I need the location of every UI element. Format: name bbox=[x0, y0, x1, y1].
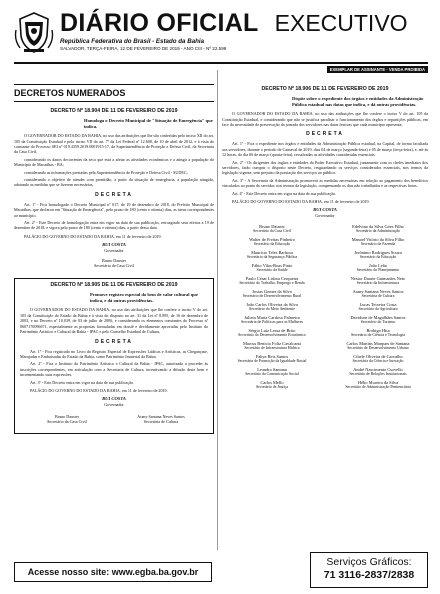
minister-name: Maurício Teles Barbosa bbox=[251, 250, 293, 256]
article: Art. 2º - Este Decreto de homologação entra em vigor na data de sua publicação, retroagindo seus efeitos a 19 de dezembro de 2018, e vigora pelo prazo de 180 (cento e oitenta) dias, a partir dessa data. bbox=[14, 220, 214, 231]
article: Art. 2º - Fica o Instituto do Patrimônio Artístico e Cultural da Bahia - IPAC, autorizado a proceder às inscrições correspondentes, em articulação com a Secretaria de Cultura, incentivando a difusão deste bem e incrementando suas expressões. bbox=[20, 361, 208, 378]
minister-signature bbox=[222, 224, 322, 234]
minister-name: Carlos Mello bbox=[260, 380, 284, 386]
signer-name: RUI COSTA bbox=[102, 241, 126, 247]
signature-secretary bbox=[22, 414, 112, 424]
newspaper-title: DIÁRIO OFICIAL bbox=[60, 9, 259, 37]
minister-name: André Nascimento Curvello bbox=[353, 367, 403, 373]
signing-date: PALÁCIO DO GOVERNO DO ESTADO DA BAHIA, em 11 de fevereiro de 2019. bbox=[24, 233, 162, 239]
article: Art. 3º - A Secretaria da Administração promoverá as medidas necessárias em relação ao pagamento dos benefícios vinculados ao ponto do servidor, nos termos da legislação, compensando os dias não trabalhados e as respectivas horas. bbox=[222, 177, 428, 189]
minister-role: Secretária de Promoção da Igualdade Racial bbox=[237, 359, 307, 364]
minister-name: Manoel Vitório da Silva Filho bbox=[351, 237, 405, 243]
minister-role: Secretário da Educação bbox=[253, 242, 291, 247]
signer-role: Governador bbox=[104, 247, 124, 253]
minister-signature bbox=[222, 250, 322, 260]
paragraph: considerando o objetivo de atender com prontidão, a partir da situação de emergência, a população atingida, adotando as medidas que se fizerem necessárias, bbox=[14, 177, 214, 188]
minister-name: Jerônimo Rodrigues Souza bbox=[354, 250, 402, 256]
decree-ementa: Promove registro especial do bem de valor cultural que indica, e dá outras providências. bbox=[90, 292, 198, 303]
minister-signature bbox=[222, 341, 322, 351]
minister-name: Edelvino da Silva Góes Filho bbox=[352, 224, 404, 230]
minister-signature bbox=[328, 341, 428, 351]
signature-governor bbox=[20, 396, 208, 407]
minister-name: Walter de Freitas Pinheiro bbox=[249, 237, 295, 243]
minister-name: Nestor Duarte Guimarães Neto bbox=[350, 276, 406, 282]
signer-role: Secretária de Cultura bbox=[143, 419, 179, 425]
signature-secretary bbox=[14, 258, 214, 268]
article: Art. 1º - Fica registrado no Livro do Registro Especial de Expressões Lúdicas e Artísticas, as Chegançase, Marujadas e Embaixadas do Estado da Bahia, como Patrimônio Imaterial da Bahia. bbox=[20, 348, 208, 359]
left-column bbox=[14, 70, 214, 434]
minister-role: Secretário de Justiça bbox=[256, 385, 288, 390]
minister-signature bbox=[222, 289, 322, 299]
minister-signature bbox=[328, 289, 428, 299]
minister-signature bbox=[222, 354, 322, 364]
subtitle: República Federativa do Brasil - Estado da Bahia bbox=[60, 38, 205, 45]
title-line bbox=[60, 10, 428, 36]
minister-role: Secretário do Turismo bbox=[360, 320, 396, 325]
article: Art. 4º - Este Decreto entra em vigor na data de sua publicação. bbox=[232, 190, 337, 196]
decree-title: DECRETO Nº 18.905 DE 11 DE FEVEREIRO DE 2019 bbox=[50, 282, 178, 289]
minister-name: Lucas Teixeira Costa bbox=[359, 302, 397, 308]
minister-name: Hélio Moreira da Silva bbox=[357, 380, 399, 386]
minister-name: Davidson de Magalhães Santos bbox=[350, 315, 406, 321]
paragraph: O GOVERNADOR DO ESTADO DA BAHIA, no uso das atribuições que lhe confere o inciso V do art. 105 da Constituição Estadual, e considerando que não se justifica paralisar o funcionamento dos órgãos e repartições públicas, em face da necessidade de preservação da jornada dos servidores nas datas festivas que cada município apresenta, bbox=[222, 111, 428, 127]
signature-secretary bbox=[116, 414, 206, 424]
decree-title: DECRETO Nº 18.904 DE 11 DE FEVEREIRO DE 2019 bbox=[50, 108, 178, 114]
minister-role: Secretário da Agricultura bbox=[358, 307, 398, 312]
article: Art. 3º - Este Decreto entra em vigor na data de sua publicação. bbox=[30, 379, 135, 385]
decree-title: DECRETO Nº 18.906 DE 11 DE FEVEREIRO DE 2019 bbox=[261, 86, 389, 92]
article: Art. 1º - Fica homologado o Decreto Municipal nº 017, de 19 de dezembro de 2018, do Prefeito Municipal de Macaúbas, que declarou em "Situação de Emergência", pelo prazo de 180 (cento e oitenta) dias, as áreas correspondentes ao município. bbox=[14, 201, 214, 218]
decree-18906 bbox=[222, 86, 428, 218]
minister-signature bbox=[328, 224, 428, 234]
decree-ementa: Dispõe sobre o expediente dos órgãos e entidades da Administração Pública estadual nas datas que indica, e dá outras providências. bbox=[292, 96, 424, 107]
minister-signature bbox=[328, 315, 428, 325]
paragraph: O GOVERNADOR DO ESTADO DA BAHIA, no uso das atribuições que lhe são conferidas pelo inciso XII do art. 105 da Constituição Estadual e pelo inciso VII do art. 7º da Lei Federal nº 12.608, de 10 de abril de 2012, e à vista do constante do Processo SEI nº 019.4359.2019.0001915-17, da Superintendência de Proteção e Defesa Civil, da Secretaria da Casa Civil, bbox=[14, 133, 214, 155]
services-phone[interactable]: 71 3116-2837/2838 bbox=[323, 569, 415, 581]
signer-name: Arany Santana Neves Santos bbox=[137, 413, 185, 419]
article: Art. 1º - Fica o expediente nos órgãos e entidades da Administração Pública estadual, na Capital, de forma facultada aos servidores, durante o período de Carnaval de 2019, dias 04 de março (segunda-feira) e 05 de março (terça-feira), e, até às 12 horas, do dia 06 de março (quarta-feira), ressalvadas as atividades consideradas essenciais. bbox=[222, 141, 428, 158]
minister-role: Secretário da Infraestrutura bbox=[356, 281, 400, 286]
minister-signature bbox=[328, 276, 428, 286]
paragraph: O GOVERNADOR DO ESTADO DA BAHIA, no uso das atribuições que lhe confere o inciso V do art. 105 da Constituição do Estado da Bahia e à vista do disposto no art. 31 da Lei nº 8.895, de 16 de dezembro de 2003, e no Decreto nº 10.039, de 03 de julho de 2006, e considerando os elementos constantes do Processo nº 0607170096671, especialmente as propostas formuladas em dossiê e devidamente aprovadas pelo Instituto do Patrimônio Artístico e Cultural da Bahia - IPAC e pelo Conselho Estadual de Cultura, bbox=[20, 307, 208, 335]
minister-signature bbox=[222, 328, 322, 338]
minister-signature bbox=[328, 250, 428, 260]
signer-role: Governador bbox=[104, 401, 124, 407]
minister-role: Secretário de Relações Institucionais bbox=[349, 372, 407, 377]
minister-role: Secretário da Casa Civil bbox=[253, 229, 291, 234]
signature-governor bbox=[14, 242, 214, 253]
minister-signature bbox=[222, 367, 322, 377]
minister-name: Fabya Reis Santos bbox=[255, 354, 289, 360]
minister-role: Secretário do Meio Ambiente bbox=[249, 307, 295, 312]
decreta-heading: DECRETA bbox=[95, 338, 133, 345]
section-heading: DECRETOS NUMERADOS bbox=[14, 84, 214, 102]
minister-name: Rodrigo Hita bbox=[366, 328, 390, 334]
minister-signature bbox=[328, 263, 428, 273]
minister-role: Secretário de Infraestrutura Hídrica bbox=[244, 346, 300, 351]
state-coat-of-arms-icon bbox=[14, 10, 54, 54]
minister-name: Fábio Vilas-Boas Pinto bbox=[251, 263, 293, 269]
masthead bbox=[14, 10, 428, 58]
minister-name: Carlos Martins Marques de Santana bbox=[346, 341, 410, 347]
article: Art. 2º - Os dirigentes dos órgãos e entidades da Poder Executivo Estadual, juntamente com os chefes imediatos dos servidores, farão cumprir o disposto neste Decreto, resguardando os serviços considerados essenciais, nos termos da legislação vigente, sem prejuízo da prestação dos serviços ao público. bbox=[222, 159, 428, 176]
minister-signature bbox=[328, 302, 428, 312]
edition-tag: EXEMPLAR DE ASSINANTE - VENDA PROIBIDA bbox=[327, 66, 428, 73]
minister-role: Secretário de Desenvolvimento Urbano bbox=[347, 346, 409, 351]
minister-role: Secretário da Saúde bbox=[256, 268, 288, 273]
minister-name: Sérgio Luiz Lessa de Brito bbox=[248, 328, 296, 334]
minister-name: Leandro Santana bbox=[257, 367, 287, 373]
minister-name: Josias Gomes da Silva bbox=[252, 289, 292, 295]
minister-role: Secretário da Educação bbox=[359, 255, 397, 260]
ministers-list bbox=[222, 224, 428, 390]
minister-role: Secretário do Trabalho, Emprego e Renda bbox=[239, 281, 305, 286]
section-title: EXECUTIVO bbox=[274, 10, 408, 36]
minister-signature bbox=[328, 367, 428, 377]
minister-name: Paulo César Lisboa Cerqueira bbox=[245, 276, 299, 282]
minister-role: Secretária de Políticas para as Mulheres bbox=[240, 320, 304, 325]
decree-18904 bbox=[14, 108, 214, 268]
signer-role: Secretário da Casa Civil bbox=[47, 419, 87, 425]
right-column bbox=[222, 70, 428, 390]
minister-name: João Leão bbox=[369, 263, 387, 269]
minister-role: Secretária de Cultura bbox=[361, 294, 395, 299]
minister-role: Secretária da Ciência e Inovação bbox=[352, 359, 404, 364]
minister-signature bbox=[222, 302, 322, 312]
minister-name: Cibele Oliveira de Carvalho bbox=[353, 354, 403, 360]
minister-signature bbox=[222, 276, 322, 286]
minister-signature bbox=[222, 237, 322, 247]
issue-meta: SALVADOR, TERÇA-FEIRA, 12 DE FEVEREIRO DE 2019 - ANO CIII - Nº 22.599 bbox=[60, 46, 227, 51]
decree-18905-box bbox=[14, 278, 214, 434]
minister-role: Secretário da Segurança Pública bbox=[246, 255, 298, 260]
minister-signature bbox=[222, 380, 322, 390]
signer-role: Secretário da Casa Civil bbox=[94, 263, 134, 269]
signer-name: Bruno Dauster bbox=[54, 413, 79, 419]
minister-signature bbox=[328, 237, 428, 247]
signing-date: PALÁCIO DO GOVERNO DO ESTADO DA BAHIA, em 11 de fevereiro de 2019. bbox=[30, 387, 168, 393]
masthead-rule bbox=[14, 62, 428, 64]
decree-ementa: Homologa o Decreto Municipal de "Situação de Emergência" que indica. bbox=[84, 118, 213, 129]
minister-role: Secretário da Fazenda bbox=[360, 242, 396, 247]
paragraph: considerando as informações prestadas pela Superintendência de Proteção e Defesa Civil - SUDEC; bbox=[24, 169, 188, 175]
minister-role: Secretário de Ciência e Tecnologia bbox=[350, 333, 406, 338]
minister-name: Marcus Benício Foltz Cavalcanti bbox=[243, 341, 301, 347]
graphic-services-box bbox=[310, 552, 428, 588]
decreta-heading: DECRETA bbox=[95, 191, 133, 198]
minister-role: Secretário da Administração bbox=[355, 229, 401, 234]
signature-pair bbox=[20, 412, 208, 429]
minister-role: Secretário da Comunicação Social bbox=[245, 372, 299, 377]
minister-name: Julieta Maria Cardoso Palmeira bbox=[244, 315, 300, 321]
minister-role: Secretário de Administração Penitenciária bbox=[345, 385, 411, 390]
minister-name: João Carlos Oliveira da Silva bbox=[246, 302, 298, 308]
signer-name: RUI COSTA bbox=[102, 395, 126, 401]
website-banner[interactable]: Acesse nosso site: www.egba.ba.gov.br bbox=[14, 562, 212, 582]
minister-signature bbox=[328, 354, 428, 364]
signer-name: Bruno Dauster bbox=[102, 257, 126, 263]
minister-signature bbox=[328, 328, 428, 338]
decreta-heading: DECRETA bbox=[306, 131, 344, 138]
minister-role: Secretário do Desenvolvimento Econômico bbox=[238, 333, 306, 338]
column-separator bbox=[217, 70, 218, 550]
minister-signature bbox=[222, 315, 322, 325]
title-block bbox=[60, 10, 428, 51]
minister-role: Secretário de Desenvolvimento Rural bbox=[242, 294, 302, 299]
minister-name: Bruno Dauster bbox=[259, 224, 285, 230]
minister-role: Secretário do Planejamento bbox=[356, 268, 400, 273]
minister-signature bbox=[222, 263, 322, 273]
signer-role: Governador bbox=[315, 212, 335, 218]
minister-signature bbox=[328, 380, 428, 390]
services-label: Serviços Gráficos: bbox=[326, 556, 412, 568]
signing-date: PALÁCIO DO GOVERNO DO ESTADO DA BAHIA, em 11 de fevereiro de 2019. bbox=[232, 199, 370, 205]
signature-governor bbox=[222, 207, 428, 218]
paragraph: considerando os danos decorrentes da seca que está a afetar as atividades econômicas e a atingir a população do Município de Macaúbas - BA; bbox=[14, 156, 214, 168]
minister-name: Arany Santana Neves Santos bbox=[352, 289, 404, 295]
signer-name: RUI COSTA bbox=[313, 207, 337, 213]
